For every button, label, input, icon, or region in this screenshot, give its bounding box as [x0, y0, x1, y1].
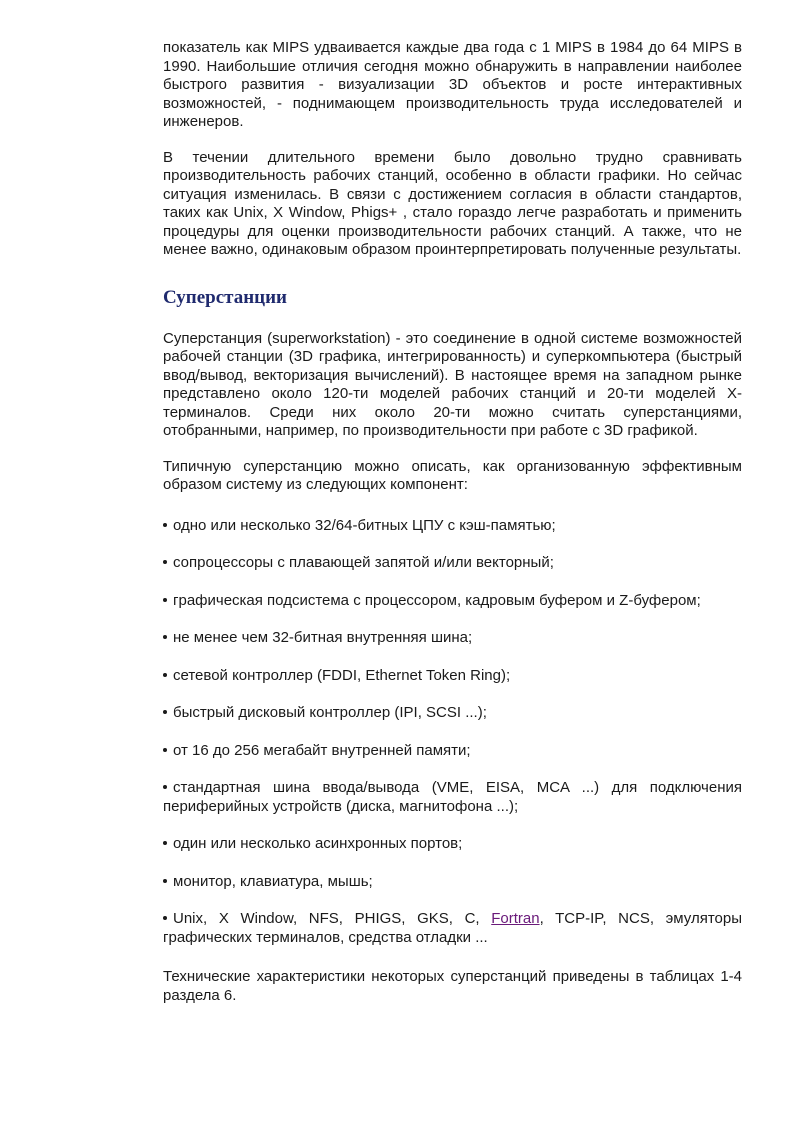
list-item: Unix, X Window, NFS, PHIGS, GKS, C, Fortran, TCP-IP, NCS, эмуляторы графических терминалов, средства отладки ... — [163, 910, 742, 946]
bullet-icon — [163, 673, 167, 677]
document-page — [163, 39, 742, 1005]
bullet-icon — [163, 785, 167, 789]
list-item: сопроцессоры с плавающей запятой и/или векторный; — [163, 554, 742, 573]
paragraph-superstation-def: Суперстанция (superworkstation) - это соединение в одной системе возможностей рабочей станции (3D графика, интегрированность) и суперкомпьютера (быстрый ввод/вывод, векторизация вычислений). В настоящее время на западном рынке представлено около 120-ти моделей рабочих станций и 20-ти моделей X-терминалов. Среди них около 20-ти можно считать суперстанциями, отобранными, например, по производительности при работе с 3D графикой. — [163, 329, 742, 439]
paragraph-performance: В течении длительного времени было довольно трудно сравнивать производительность рабочих станций, особенно в области графики. Но сейчас ситуация изменилась. В связи с достижением согласия в области стандартов, таких как Unix, X Window, Phigs+ , стало гораздо легче разработать и применить процедуры для оценки производительности рабочих станций. А также, что не менее важно, одинаковым образом проинтерпретировать полученные результаты. — [163, 148, 742, 258]
list-item: быстрый дисковый контроллер (IPI, SCSI ...); — [163, 704, 742, 723]
list-item: от 16 до 256 мегабайт внутренней памяти; — [163, 742, 742, 761]
list-item: графическая подсистема с процессором, кадровым буфером и Z-буфером; — [163, 592, 742, 611]
bullet-icon — [163, 560, 167, 564]
list-item: один или несколько асинхронных портов; — [163, 835, 742, 854]
bullet-icon — [163, 710, 167, 714]
section-heading: Суперстанции — [163, 286, 287, 308]
bullet-icon — [163, 916, 167, 920]
components-list — [163, 517, 742, 948]
bullet-icon — [163, 523, 167, 527]
bullet-icon — [163, 635, 167, 639]
paragraph-components-intro: Типичную суперстанцию можно описать, как организованную эффективным образом систему из следующих компонент: — [163, 457, 742, 493]
bullet-icon — [163, 748, 167, 752]
list-item: не менее чем 32-битная внутренняя шина; — [163, 629, 742, 648]
bullet-icon — [163, 879, 167, 883]
list-item: одно или несколько 32/64-битных ЦПУ с кэш-памятью; — [163, 517, 742, 536]
list-item: стандартная шина ввода/вывода (VME, EISA, MCA ...) для подключения периферийных устройств (диска, магнитофона ...); — [163, 779, 742, 815]
bullet-icon — [163, 598, 167, 602]
paragraph-specs-reference: Технические характеристики некоторых суперстанций приведены в таблицах 1-4 раздела 6. — [163, 968, 742, 1004]
list-item: сетевой контроллер (FDDI, Ethernet Token Ring); — [163, 667, 742, 686]
fortran-link[interactable]: Fortran — [491, 910, 540, 927]
list-item: монитор, клавиатура, мышь; — [163, 873, 742, 892]
paragraph-mips: показатель как MIPS удваивается каждые два года с 1 MIPS в 1984 до 64 MIPS в 1990. Наибольшие отличия сегодня можно обнаружить в направлении наиболее быстрого развития - визуализации 3D объектов и росте интерактивных возможностей, - поднимающем производительность труда исследователей и инженеров. — [163, 39, 742, 130]
bullet-icon — [163, 841, 167, 845]
